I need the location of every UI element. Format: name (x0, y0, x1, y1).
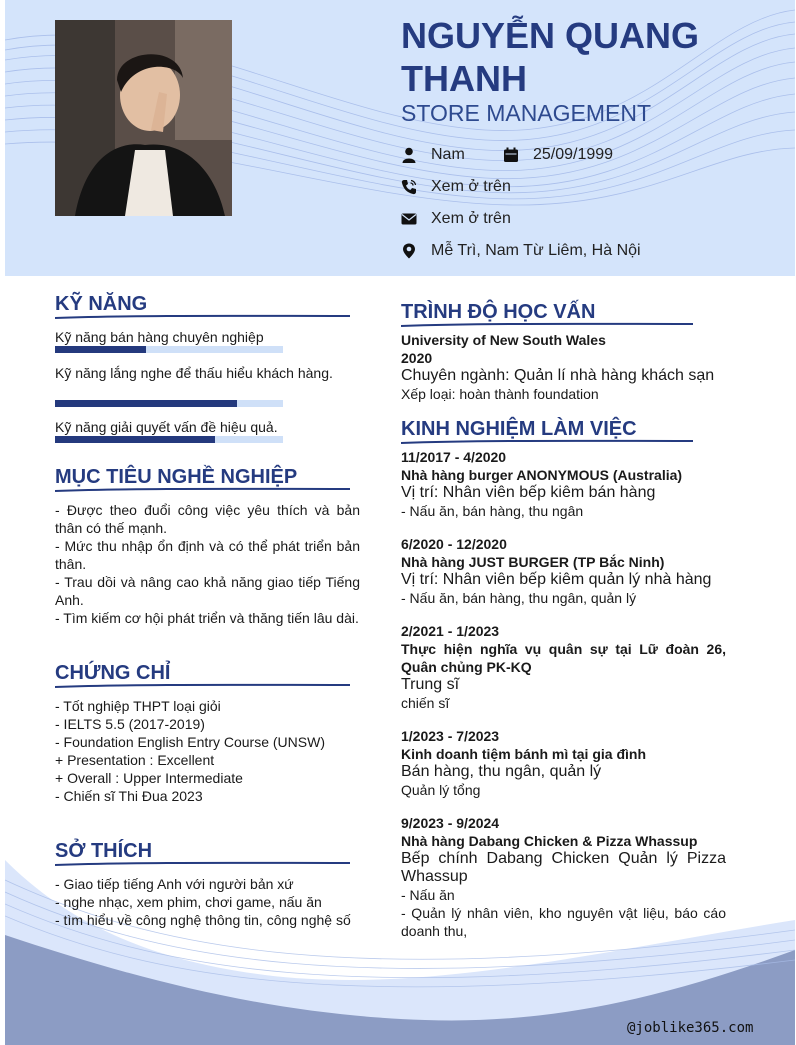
objective-title: MỤC TIÊU NGHỀ NGHIỆP (55, 466, 298, 488)
experience-desc: - Nấu ăn (401, 887, 455, 903)
experience-desc: Quản lý tổng (401, 782, 481, 798)
profile-photo (55, 20, 232, 216)
birthday-row (503, 145, 613, 165)
experience-company: Thực hiện nghĩa vụ quân sự tại Lữ đoàn 26, Quân chủng PK-KQ (401, 641, 726, 675)
cv-page (5, 0, 795, 1045)
gender-value: Nam (431, 146, 465, 163)
experience-item (401, 448, 726, 520)
hobby-line: - nghe nhạc, xem phim, chơi game, nấu ăn (55, 894, 322, 910)
skill-label: Kỹ năng lắng nghe để thấu hiểu khách hàng. (55, 365, 333, 381)
skills-title-underline (55, 314, 350, 320)
certificate-line: + Presentation : Excellent (55, 752, 215, 768)
education-grade: Xếp loại: hoàn thành foundation (401, 386, 599, 402)
certificate-line: + Overall : Upper Intermediate (55, 770, 243, 786)
certificate-line: - Chiến sĩ Thi Đua 2023 (55, 788, 203, 804)
hobby-line: - tìm hiểu về công nghệ thông tin, công nghệ số (55, 912, 351, 928)
education-school: University of New South Wales (401, 332, 606, 348)
hobbies-list (55, 875, 360, 929)
phone-icon (401, 179, 417, 195)
envelope-icon (401, 211, 417, 227)
experience-desc: chiến sĩ (401, 695, 450, 711)
location-pin-icon (401, 243, 417, 259)
objective-line: - Mức thu nhập ổn định và có thể phát triển bản thân. (55, 538, 360, 572)
address-value: Mễ Trì, Nam Từ Liêm, Hà Nội (431, 242, 641, 259)
education-title: TRÌNH ĐỘ HỌC VẤN (401, 301, 596, 323)
watermark: @joblike365.com (627, 1020, 754, 1036)
candidate-name: NGUYỄN QUANG THANH (401, 15, 700, 99)
education-year: 2020 (401, 350, 433, 366)
experience-company: Nhà hàng burger ANONYMOUS (Australia) (401, 467, 683, 483)
certificates-title-underline (55, 683, 350, 689)
gender-row (401, 145, 465, 165)
experience-company: Kinh doanh tiệm bánh mì tại gia đình (401, 746, 646, 762)
certificates-list (55, 697, 360, 805)
experience-item (401, 814, 726, 940)
experience-role: Bán hàng, thu ngân, quản lý (401, 763, 602, 780)
calendar-icon (503, 147, 519, 163)
hobbies-title-underline (55, 861, 350, 867)
address-row (401, 241, 641, 261)
certificate-line: - Tốt nghiệp THPT loại giỏi (55, 698, 221, 714)
skill-bar-track (55, 346, 283, 353)
experience-desc: - Nấu ăn, bán hàng, thu ngân (401, 503, 584, 519)
experience-item (401, 535, 726, 607)
experience-period: 6/2020 - 12/2020 (401, 536, 507, 552)
objective-line: - Tìm kiếm cơ hội phát triển và thăng tiến lâu dài. (55, 610, 359, 626)
objective-title-underline (55, 487, 350, 493)
user-icon (401, 147, 417, 163)
candidate-position: STORE MANAGEMENT (401, 100, 652, 126)
experience-role: Vị trí: Nhân viên bếp kiêm quản lý nhà hàng (401, 571, 712, 588)
objective-line: - Được theo đuổi công việc yêu thích và bản thân có thế mạnh. (55, 502, 360, 536)
phone-value: Xem ở trên (431, 178, 511, 195)
skill-label: Kỹ năng bán hàng chuyên nghiệp (55, 329, 264, 345)
skill-bar-fill (55, 436, 215, 443)
experience-company: Nhà hàng JUST BURGER (TP Bắc Ninh) (401, 554, 665, 570)
email-row (401, 209, 511, 229)
skills-title: KỸ NĂNG (55, 293, 148, 315)
experience-desc: - Quản lý nhân viên, kho nguyên vật liệu, báo cáo doanh thu, (401, 905, 726, 939)
birthday-value: 25/09/1999 (533, 146, 614, 163)
experience-period: 11/2017 - 4/2020 (401, 449, 507, 465)
objective-list (55, 501, 360, 627)
hobbies-title: SỞ THÍCH (55, 840, 153, 862)
skill-bar-fill (55, 400, 237, 407)
skill-bar-fill (55, 346, 146, 353)
experience-desc: - Nấu ăn, bán hàng, thu ngân, quản lý (401, 590, 637, 606)
experience-title-underline (401, 439, 693, 445)
experience-company: Nhà hàng Dabang Chicken & Pizza Whassup (401, 833, 698, 849)
certificate-line: - IELTS 5.5 (2017-2019) (55, 716, 205, 732)
experience-item (401, 727, 726, 799)
experience-role: Vị trí: Nhân viên bếp kiêm bán hàng (401, 484, 656, 501)
experience-period: 2/2021 - 1/2023 (401, 623, 500, 639)
education-title-underline (401, 322, 693, 328)
phone-row (401, 177, 511, 197)
certificates-title: CHỨNG CHỈ (55, 662, 171, 684)
objective-line: - Trau dồi và nâng cao khả năng giao tiếp Tiếng Anh. (55, 574, 360, 608)
experience-role: Bếp chính Dabang Chicken Quản lý Pizza Whassup (401, 850, 726, 885)
skill-bar-track (55, 436, 283, 443)
skill-bar-track (55, 400, 283, 407)
experience-period: 9/2023 - 9/2024 (401, 815, 500, 831)
certificate-line: - Foundation English Entry Course (UNSW) (55, 734, 325, 750)
experience-title: KINH NGHIỆM LÀM VIỆC (401, 418, 637, 440)
experience-role: Trung sĩ (401, 676, 460, 693)
experience-item (401, 622, 726, 712)
email-value: Xem ở trên (431, 210, 511, 227)
skill-label: Kỹ năng giải quyết vấn đề hiệu quả. (55, 419, 278, 435)
education-block (401, 331, 731, 403)
hobby-line: - Giao tiếp tiếng Anh với người bản xứ (55, 876, 294, 892)
education-major: Chuyên ngành: Quản lí nhà hàng khách sạn (401, 367, 715, 384)
experience-period: 1/2023 - 7/2023 (401, 728, 500, 744)
